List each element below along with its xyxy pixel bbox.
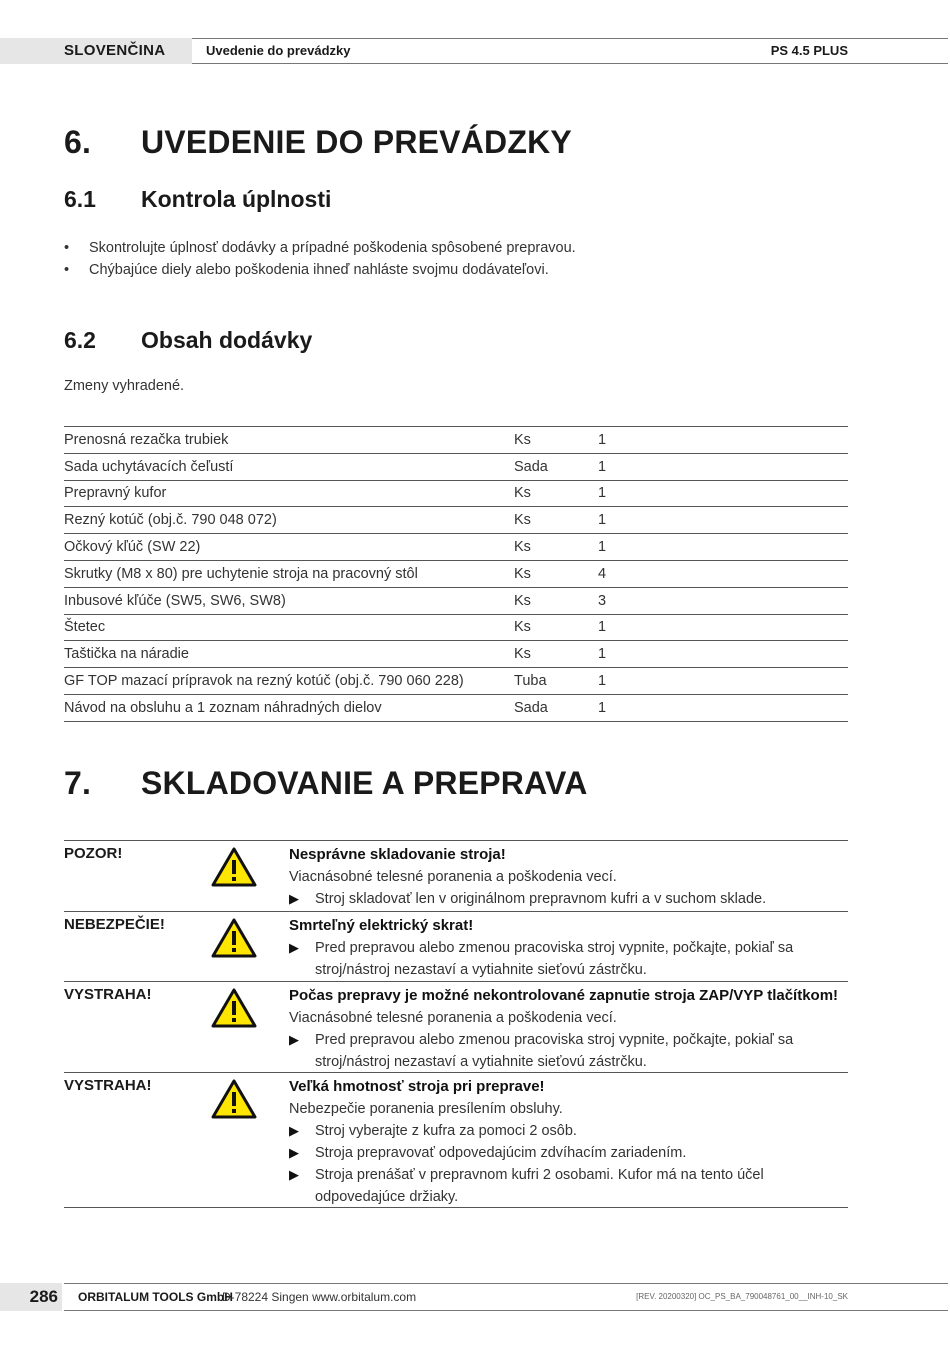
delivery-scope-table [64,426,848,722]
page-number: 286 [0,1283,62,1311]
header-bar [192,38,948,64]
warning-triangle-icon [211,918,257,958]
warning-label: VYSTRAHA! [64,986,152,1003]
item-cell: Prepravný kufor [64,485,167,502]
table-row [64,427,848,454]
unit-cell: Ks [514,619,531,636]
warning-triangle-icon [211,988,257,1028]
arrow-right-icon: ▶ [289,1123,299,1138]
item-cell: Prenosná rezačka trubiek [64,431,229,448]
warning-action [289,937,849,981]
chapter-6-heading [64,124,572,161]
table-row [64,560,848,587]
qty-cell: 1 [598,673,607,690]
warning-description: Nebezpečie poranenia presílením obsluhy. [289,1101,563,1117]
unit-cell: Tuba [514,673,547,690]
table-row [64,587,848,614]
unit-cell: Ks [514,512,531,529]
header-section: Uvedenie do prevádzky [206,43,351,58]
table-row [64,507,848,534]
warning-action-text: Stroj vyberajte z kufra za pomoci 2 osôb. [315,1123,577,1139]
bullet-icon: • [64,262,70,278]
completeness-checklist [64,237,576,281]
table-row [64,453,848,480]
footer-revision: [REV. 20200320] OC_PS_BA_790048761_00__INH-10_SK [636,1292,848,1301]
table-row [64,668,848,695]
list-item-text: Skontrolujte úplnosť dodávky a prípadné poškodenia spôsobené prepravou. [89,240,576,256]
warning-action-text: Stroja prepravovať odpovedajúcim zdvíhacím zariadením. [315,1145,687,1161]
warning-action-text: Pred prepravou alebo zmenou pracoviska stroj vypnite, počkajte, pokiaľ sa stroj/nástroj nezastaví a vytiahnite sieťovú zástrčku. [315,1032,794,1070]
qty-cell: 1 [598,619,607,636]
warning-title: Veľká hmotnosť stroja pri preprave! [289,1078,545,1095]
unit-cell: Ks [514,565,531,582]
unit-cell: Ks [514,646,531,663]
item-cell: Návod na obsluhu a 1 zoznam náhradných dielov [64,699,382,716]
warning-description: Viacnásobné telesné poranenia a poškodenia vecí. [289,1010,617,1026]
chapter-7-heading [64,765,588,802]
warning-title: Počas prepravy je možné nekontrolované zapnutie stroja ZAP/VYP tlačítkom! [289,987,839,1004]
list-item [64,259,576,281]
warning-block [64,840,848,911]
warning-description: Viacnásobné telesné poranenia a poškodenia vecí. [289,869,617,885]
qty-cell: 1 [598,539,607,556]
table-row [64,694,848,721]
warning-title: Smrteľný elektrický skrat! [289,917,474,934]
qty-cell: 1 [598,485,607,502]
warning-action [289,1029,849,1073]
table-row [64,534,848,561]
unit-cell: Ks [514,431,531,448]
chapter-6-number: 6. [64,124,92,160]
chapter-6-title: UVEDENIE DO PREVÁDZKY [141,124,572,160]
warning-label: NEBEZPEČIE! [64,916,165,933]
chapter-7-number: 7. [64,765,92,801]
item-cell: Štetec [64,619,106,636]
arrow-right-icon: ▶ [289,1145,299,1160]
bullet-icon: • [64,240,70,256]
table-row [64,614,848,641]
header-product: PS 4.5 PLUS [770,43,848,58]
item-cell: Rezný kotúč (obj.č. 790 048 072) [64,512,277,529]
qty-cell: 1 [598,699,607,716]
qty-cell: 4 [598,565,607,582]
warning-text [289,915,849,981]
list-item [64,237,576,259]
warning-text [289,844,849,910]
table-row [64,480,848,507]
section-6-1-number: 6.1 [64,186,96,212]
footer-bar [64,1283,948,1311]
warning-action [289,1142,849,1164]
warning-action [289,1120,849,1142]
footer-address: D-78224 Singen www.orbitalum.com [222,1290,417,1304]
warning-text [289,1076,849,1208]
item-cell: Taštička na náradie [64,646,189,663]
unit-cell: Sada [514,458,548,475]
warning-action-text: Stroj skladovať len v originálnom prepravnom kufri a v suchom sklade. [315,891,767,907]
item-cell: GF TOP mazací prípravok na rezný kotúč (obj.č. 790 060 228) [64,673,464,690]
table-row [64,641,848,668]
qty-cell: 1 [598,512,607,529]
qty-cell: 3 [598,592,607,609]
warning-triangle-icon [211,1079,257,1119]
qty-cell: 1 [598,646,607,663]
unit-cell: Ks [514,539,531,556]
section-6-2-number: 6.2 [64,327,96,353]
warning-label: VYSTRAHA! [64,1077,152,1094]
warning-action-text: Pred prepravou alebo zmenou pracoviska stroj vypnite, počkajte, pokiaľ sa stroj/nástroj nezastaví a vytiahnite sieťovú zástrčku. [315,940,794,978]
unit-cell: Sada [514,699,548,716]
section-6-1-heading [64,186,331,213]
chapter-7-title: SKLADOVANIE A PREPRAVA [141,765,588,801]
warning-block [64,911,848,981]
warning-action [289,888,849,910]
section-6-2-heading [64,327,312,354]
item-cell: Sada uchytávacích čeľustí [64,458,234,475]
arrow-right-icon: ▶ [289,1032,299,1047]
warning-action [289,1164,849,1208]
warning-action-text: Stroja prenášať v prepravnom kufri 2 osobami. Kufor má na tento účel odpovedajúce držiaky. [315,1167,764,1205]
item-cell: Očkový kľúč (SW 22) [64,539,201,556]
changes-reserved-note: Zmeny vyhradené. [64,378,185,394]
warning-title: Nesprávne skladovanie stroja! [289,846,506,863]
item-cell: Skrutky (M8 x 80) pre uchytenie stroja na pracovný stôl [64,565,418,582]
arrow-right-icon: ▶ [289,891,299,906]
footer-company: ORBITALUM TOOLS GmbH [78,1290,233,1304]
warning-label: POZOR! [64,845,123,862]
header-language: SLOVENČINA [0,38,192,64]
arrow-right-icon: ▶ [289,1167,299,1182]
qty-cell: 1 [598,431,607,448]
unit-cell: Ks [514,592,531,609]
unit-cell: Ks [514,485,531,502]
warning-text [289,985,849,1073]
section-6-1-title: Kontrola úplnosti [141,186,332,212]
warning-triangle-icon [211,847,257,887]
warning-block [64,981,848,1072]
warning-block [64,1072,848,1208]
section-6-2-title: Obsah dodávky [141,327,313,353]
list-item-text: Chýbajúce diely alebo poškodenia ihneď nahláste svojmu dodávateľovi. [89,262,549,278]
arrow-right-icon: ▶ [289,940,299,955]
qty-cell: 1 [598,458,607,475]
item-cell: Inbusové kľúče (SW5, SW6, SW8) [64,592,286,609]
